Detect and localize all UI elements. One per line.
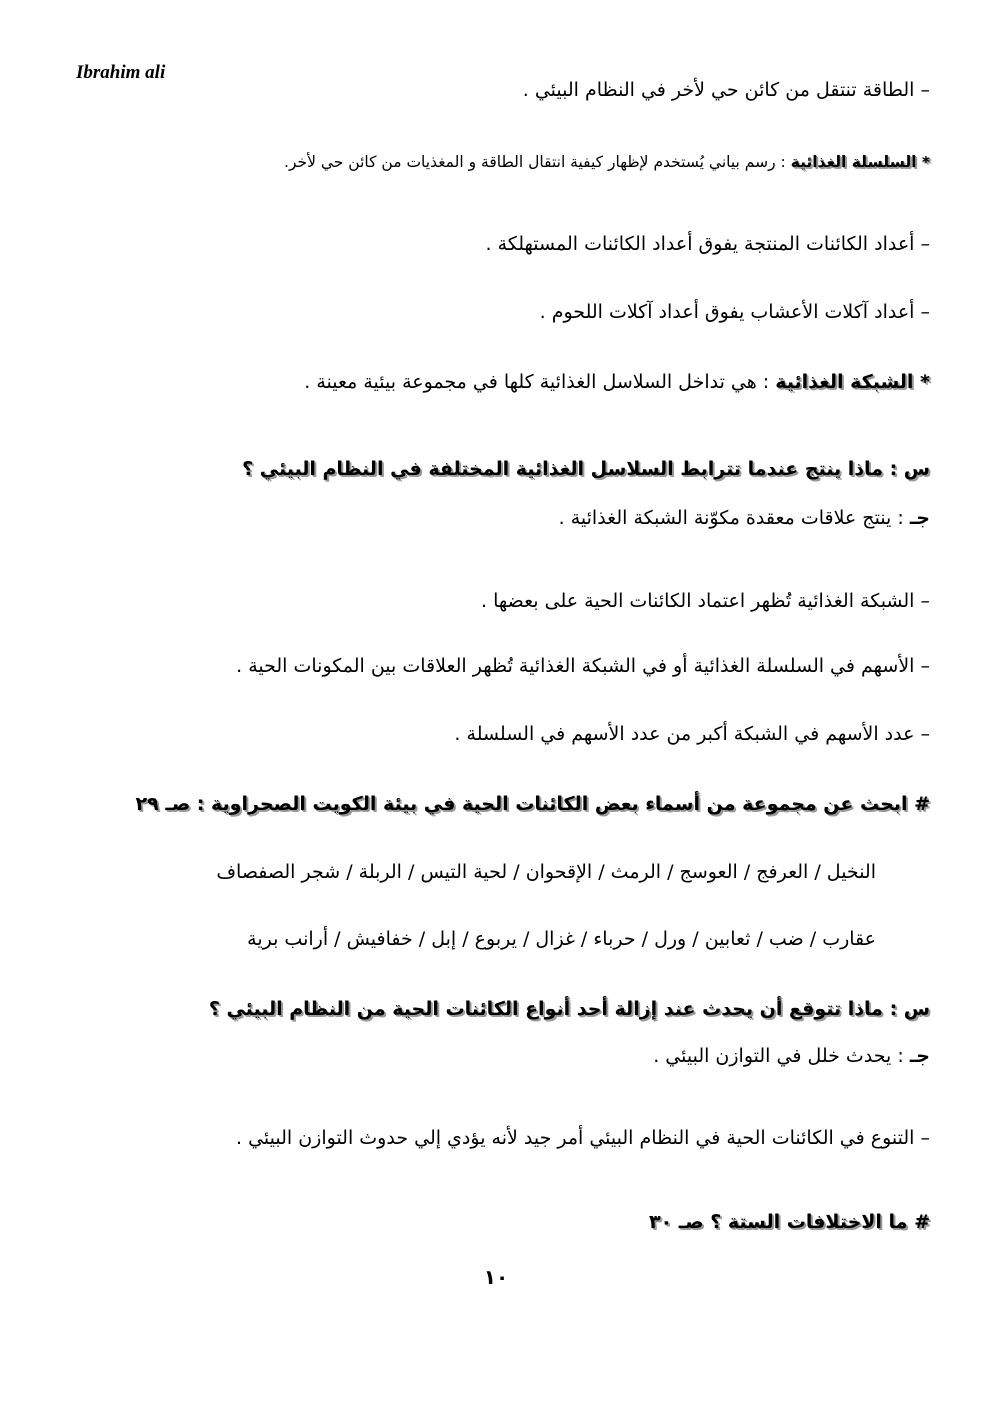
answer-1: [559, 504, 930, 532]
text-line-producers: – أعداد الكائنات المنتجة يفوق أعداد الكائنات المستهلكة .: [485, 233, 930, 255]
answer-1-text: : ينتج علاقات معقدة مكوّنة الشبكة الغذائية .: [558, 507, 910, 529]
page-number: ١٠: [483, 1265, 509, 1289]
question-2: س : ماذا تتوقع أن يحدث عند إزالة أحد أنواع الكائنات الحية من النظام البيئي ؟: [208, 998, 930, 1020]
heading-six-differences: # ما الاختلافات الستة ؟ صـ ٣٠: [648, 1211, 930, 1233]
text-line-diversity: – التنوع في الكائنات الحية في النظام البيئي أمر جيد لأنه يؤدي إلي حدوث التوازن البيئي .: [236, 1127, 930, 1149]
text-line-herbivores: – أعداد آكلات الأعشاب يفوق أعداد آكلات اللحوم .: [539, 301, 930, 323]
answer-2-text: : يحدث خلل في التوازن البيئي .: [653, 1045, 910, 1067]
text-line-food-web-dependency: – الشبكة الغذائية تُظهر اعتماد الكائنات الحية على بعضها .: [481, 590, 930, 612]
text-line-energy: – الطاقة تنتقل من كائن حي لأخر في النظام البيئي .: [522, 79, 930, 101]
text-line-arrows-relations: – الأسهم في السلسلة الغذائية أو في الشبكة الغذائية تُظهر العلاقات بين المكونات الحية .: [236, 655, 930, 677]
definition-food-chain-text: : رسم بياني يُستخدم لإظهار كيفية انتقال الطاقة و المغذيات من كائن حي لأخر.: [284, 153, 791, 171]
plants-list: النخيل / العرفج / العوسج / الرمث / الإقحوان / لحية التيس / الربلة / شجر الصفصاف: [216, 861, 876, 883]
text-line-arrows-count: – عدد الأسهم في الشبكة أكبر من عدد الأسهم في السلسلة .: [454, 723, 930, 745]
question-1: س : ماذا ينتج عندما تترابط السلاسل الغذائية المختلفة في النظام البيئي ؟: [242, 458, 930, 480]
answer-1-prefix: جـ: [909, 507, 930, 529]
term-food-web: * الشبكة الغذائية: [775, 371, 930, 393]
animals-list: عقارب / ضب / ثعابين / ورل / حرباء / غزال / يربوع / إبل / خفافيش / أرانب برية: [247, 928, 876, 950]
definition-food-chain: [284, 148, 930, 176]
term-food-chain: * السلسلة الغذائية: [790, 153, 930, 171]
definition-food-web: [304, 368, 930, 396]
answer-2-prefix: جـ: [909, 1045, 930, 1067]
definition-food-web-text: : هي تداخل السلاسل الغذائية كلها في مجموعة بيئية معينة .: [304, 371, 776, 393]
answer-2: [653, 1042, 930, 1070]
author-name: Ibrahim ali: [76, 62, 166, 83]
heading-kuwait-organisms: # ابحث عن مجموعة من أسماء بعض الكائنات الحية في بيئة الكويت الصحراوية : صـ ٢٩: [135, 793, 930, 815]
